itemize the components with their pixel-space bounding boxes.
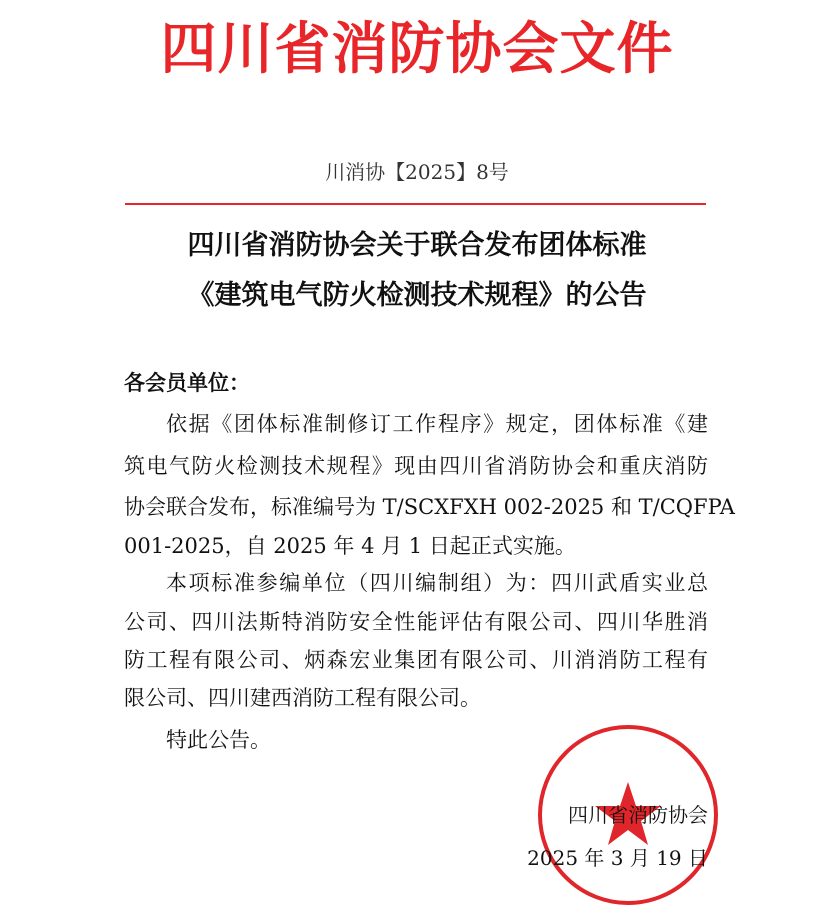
salutation: 各会员单位： xyxy=(124,371,250,395)
notice-title-line1: 四川省消防协会关于联合发布团体标准 xyxy=(187,230,647,261)
paragraph1-line: 001-2025，自 2025 年 4 月 1 日起正式实施。 xyxy=(124,534,576,558)
paragraph2-line: 本项标准参编单位（四川编制组）为：四川武盾实业总 xyxy=(166,571,708,595)
signature-date: 2025 年 3 月 19 日 xyxy=(527,846,708,870)
paragraph1-line: 协会联合发布，标准编号为 T/SCXFXH 002-2025 和 T/CQFPA xyxy=(124,495,735,519)
red-divider xyxy=(125,203,706,205)
document-number: 川消协【2025】8号 xyxy=(325,160,509,184)
paragraph2-line: 防工程有限公司、炳森宏业集团有限公司、川消消防工程有 xyxy=(124,648,708,672)
masthead-title: 四川省消防协会文件 xyxy=(160,17,674,82)
paragraph2-line: 公司、四川法斯特消防安全性能评估有限公司、四川华胜消 xyxy=(124,610,708,634)
notice-title-line2: 《建筑电气防火检测技术规程》的公告 xyxy=(187,280,647,311)
paragraph2-line: 限公司、四川建西消防工程有限公司。 xyxy=(124,686,481,710)
signature-org: 四川省消防协会 xyxy=(568,803,708,827)
paragraph1-line: 依据《团体标准制修订工作程序》规定，团体标准《建 xyxy=(166,412,708,436)
paragraph1-line: 筑电气防火检测技术规程》现由四川省消防协会和重庆消防 xyxy=(124,454,708,478)
closing: 特此公告。 xyxy=(166,728,271,752)
